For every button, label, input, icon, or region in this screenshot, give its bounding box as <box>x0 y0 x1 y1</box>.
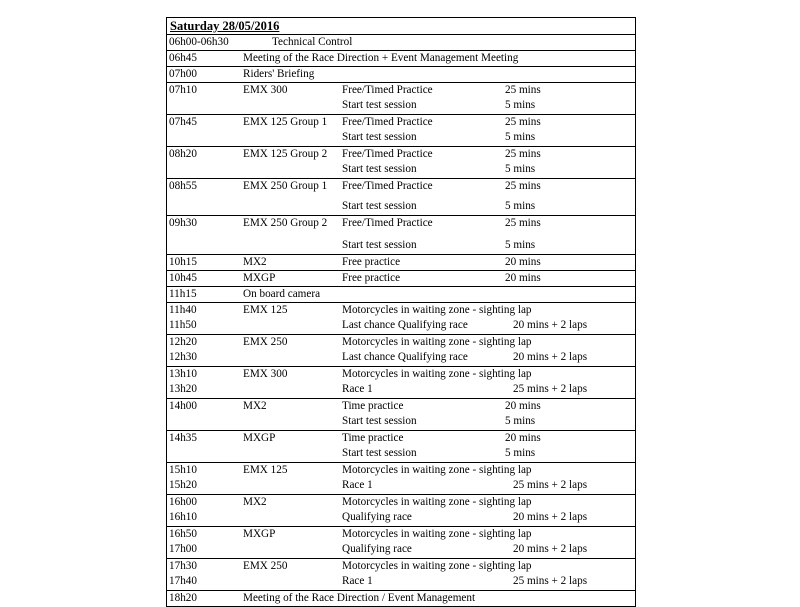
event-cell: Meeting of the Race Direction + Event Management Meeting <box>243 52 519 64</box>
schedule-block <box>167 495 635 527</box>
time-cell: 16h50 <box>169 528 197 540</box>
class-cell: MXGP <box>243 432 276 444</box>
activity-cell: Qualifying race <box>342 511 412 523</box>
time-cell: 06h45 <box>169 52 197 64</box>
schedule-line <box>167 147 635 162</box>
schedule-block <box>167 591 635 606</box>
schedule-line <box>167 287 635 302</box>
time-cell: 08h20 <box>169 148 197 160</box>
duration-cell: 20 mins <box>505 256 541 268</box>
time-cell: 07h10 <box>169 84 197 96</box>
schedule-block <box>167 399 635 431</box>
duration-cell: 25 mins + 2 laps <box>513 575 588 587</box>
class-cell: MX2 <box>243 256 267 268</box>
activity-cell: Time practice <box>342 432 404 444</box>
class-cell: MX2 <box>243 400 267 412</box>
duration-cell: 25 mins + 2 laps <box>513 479 588 491</box>
duration-cell: 5 mins <box>505 163 536 175</box>
activity-cell: Last chance Qualifying race <box>342 319 468 331</box>
schedule-title: Saturday 28/05/2016 <box>167 18 635 35</box>
duration-cell: 5 mins <box>505 131 536 143</box>
activity-cell: Motorcycles in waiting zone - sighting lap <box>342 368 532 380</box>
schedule-line <box>167 574 635 589</box>
duration-cell: 25 mins <box>505 84 541 96</box>
schedule-table <box>166 17 636 607</box>
schedule-line <box>167 591 635 606</box>
time-cell: 12h20 <box>169 336 197 348</box>
time-cell: 07h00 <box>169 68 197 80</box>
activity-cell: Start test session <box>342 239 417 251</box>
schedule-line <box>167 463 635 478</box>
time-cell: 10h15 <box>169 256 197 268</box>
class-cell: MXGP <box>243 272 276 284</box>
time-cell: 12h30 <box>169 351 197 363</box>
schedule-line <box>167 216 635 231</box>
duration-cell: 20 mins + 2 laps <box>513 511 588 523</box>
activity-cell: Time practice <box>342 400 404 412</box>
event-cell: On board camera <box>243 288 321 300</box>
schedule-block <box>167 216 635 255</box>
activity-cell: Race 1 <box>342 383 373 395</box>
duration-cell: 5 mins <box>505 447 536 459</box>
time-cell: 10h45 <box>169 272 197 284</box>
activity-cell: Race 1 <box>342 479 373 491</box>
schedule-line <box>167 303 635 318</box>
schedule-line <box>167 382 635 397</box>
schedule-line <box>167 51 635 66</box>
activity-cell: Last chance Qualifying race <box>342 351 468 363</box>
activity-cell: Qualifying race <box>342 543 412 555</box>
time-cell: 11h15 <box>169 288 197 300</box>
duration-cell: 5 mins <box>505 239 536 251</box>
schedule-line <box>167 67 635 82</box>
schedule-line <box>167 35 635 50</box>
activity-cell: Start test session <box>342 163 417 175</box>
schedule-block <box>167 463 635 495</box>
time-cell: 14h35 <box>169 432 197 444</box>
schedule-block <box>167 527 635 559</box>
duration-cell: 20 mins + 2 laps <box>513 319 588 331</box>
activity-cell: Motorcycles in waiting zone - sighting lap <box>342 528 532 540</box>
event-cell: Technical Control <box>272 36 353 48</box>
activity-cell: Start test session <box>342 131 417 143</box>
class-cell: EMX 250 Group 2 <box>243 217 328 229</box>
schedule-block <box>167 271 635 287</box>
activity-cell: Start test session <box>342 99 417 111</box>
class-cell: EMX 250 Group 1 <box>243 180 328 192</box>
activity-cell: Free/Timed Practice <box>342 217 433 229</box>
schedule-block <box>167 287 635 303</box>
time-cell: 14h00 <box>169 400 197 412</box>
duration-cell: 20 mins <box>505 400 541 412</box>
activity-cell: Free/Timed Practice <box>342 148 433 160</box>
schedule-line <box>167 495 635 510</box>
duration-cell: 25 mins <box>505 148 541 160</box>
activity-cell: Free/Timed Practice <box>342 180 433 192</box>
schedule-line <box>167 446 635 461</box>
class-cell: EMX 300 <box>243 84 288 96</box>
schedule-line <box>167 271 635 286</box>
schedule-block <box>167 559 635 591</box>
schedule-block <box>167 35 635 51</box>
activity-cell: Free/Timed Practice <box>342 116 433 128</box>
duration-cell: 20 mins <box>505 432 541 444</box>
schedule-block <box>167 303 635 335</box>
duration-cell: 25 mins <box>505 180 541 192</box>
duration-cell: 20 mins <box>505 272 541 284</box>
time-cell: 08h55 <box>169 180 197 192</box>
schedule-block <box>167 115 635 147</box>
duration-cell: 25 mins <box>505 217 541 229</box>
time-cell: 16h10 <box>169 511 197 523</box>
schedule-line <box>167 98 635 113</box>
schedule-line <box>167 478 635 493</box>
duration-cell: 25 mins + 2 laps <box>513 383 588 395</box>
schedule-line <box>167 542 635 557</box>
class-cell: MX2 <box>243 496 267 508</box>
schedule-line <box>167 414 635 429</box>
schedule-line <box>167 350 635 365</box>
schedule-line <box>167 367 635 382</box>
time-cell: 13h10 <box>169 368 197 380</box>
class-cell: EMX 125 <box>243 304 288 316</box>
duration-cell: 25 mins <box>505 116 541 128</box>
activity-cell: Motorcycles in waiting zone - sighting lap <box>342 304 532 316</box>
schedule-line <box>167 130 635 145</box>
schedule-block <box>167 367 635 399</box>
class-cell: EMX 300 <box>243 368 288 380</box>
activity-cell: Start test session <box>342 447 417 459</box>
activity-cell: Start test session <box>342 200 417 212</box>
activity-cell: Motorcycles in waiting zone - sighting lap <box>342 560 532 572</box>
schedule-line <box>167 527 635 542</box>
activity-cell: Free/Timed Practice <box>342 84 433 96</box>
schedule-line <box>167 510 635 525</box>
schedule-line <box>167 559 635 574</box>
duration-cell: 20 mins + 2 laps <box>513 543 588 555</box>
schedule-line <box>167 399 635 414</box>
schedule-block <box>167 83 635 115</box>
schedule-block <box>167 431 635 463</box>
schedule-line <box>167 318 635 333</box>
duration-cell: 5 mins <box>505 415 536 427</box>
activity-cell: Motorcycles in waiting zone - sighting lap <box>342 496 532 508</box>
time-cell: 09h30 <box>169 217 197 229</box>
duration-cell: 5 mins <box>505 200 536 212</box>
time-cell: 11h40 <box>169 304 197 316</box>
event-cell: Riders' Briefing <box>243 68 315 80</box>
time-cell: 16h00 <box>169 496 197 508</box>
schedule-block <box>167 255 635 271</box>
time-cell: 17h00 <box>169 543 197 555</box>
class-cell: EMX 125 <box>243 464 288 476</box>
schedule-block <box>167 335 635 367</box>
time-cell: 18h20 <box>169 592 197 604</box>
class-cell: EMX 125 Group 1 <box>243 116 328 128</box>
schedule-rows <box>167 35 635 606</box>
activity-cell: Race 1 <box>342 575 373 587</box>
time-cell: 13h20 <box>169 383 197 395</box>
schedule-line <box>167 199 635 214</box>
class-cell: EMX 250 <box>243 560 288 572</box>
time-cell: 06h00-06h30 <box>169 36 229 48</box>
schedule-line <box>167 255 635 270</box>
schedule-line <box>167 335 635 350</box>
time-cell: 07h45 <box>169 116 197 128</box>
class-cell: EMX 125 Group 2 <box>243 148 328 160</box>
schedule-line <box>167 238 635 253</box>
schedule-block <box>167 147 635 179</box>
schedule-block <box>167 179 635 216</box>
schedule-line <box>167 431 635 446</box>
activity-cell: Motorcycles in waiting zone - sighting lap <box>342 464 532 476</box>
event-cell: Meeting of the Race Direction / Event Management <box>243 592 476 604</box>
time-cell: 11h50 <box>169 319 197 331</box>
activity-cell: Free practice <box>342 256 401 268</box>
schedule-block <box>167 51 635 67</box>
class-cell: EMX 250 <box>243 336 288 348</box>
activity-cell: Start test session <box>342 415 417 427</box>
schedule-line <box>167 83 635 98</box>
duration-cell: 20 mins + 2 laps <box>513 351 588 363</box>
time-cell: 17h40 <box>169 575 197 587</box>
schedule-block <box>167 67 635 83</box>
duration-cell: 5 mins <box>505 99 536 111</box>
time-cell: 17h30 <box>169 560 197 572</box>
schedule-line <box>167 179 635 194</box>
schedule-line <box>167 115 635 130</box>
time-cell: 15h20 <box>169 479 197 491</box>
activity-cell: Free practice <box>342 272 401 284</box>
activity-cell: Motorcycles in waiting zone - sighting lap <box>342 336 532 348</box>
time-cell: 15h10 <box>169 464 197 476</box>
schedule-line <box>167 162 635 177</box>
class-cell: MXGP <box>243 528 276 540</box>
